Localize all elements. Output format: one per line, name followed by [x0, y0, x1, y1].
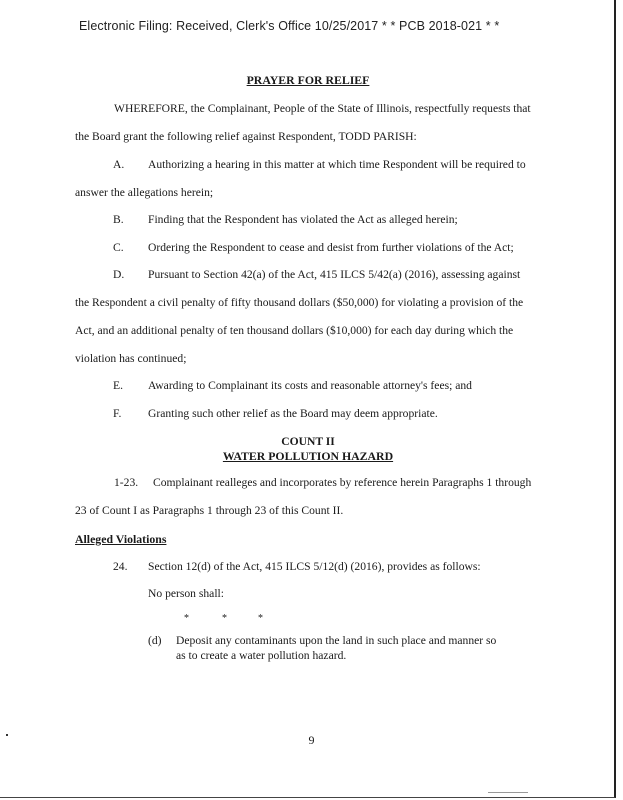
prayer-intro-line1: WHEREFORE, the Complainant, People of the State of Illinois, respectfully requests that: [114, 102, 531, 115]
item-b-letter: B.: [113, 213, 124, 226]
item-e-line1: Awarding to Complainant its costs and reasonable attorney's fees; and: [148, 379, 472, 392]
item-f-letter: F.: [113, 407, 122, 420]
count-para-line1: Complainant realleges and incorporates by reference herein Paragraphs 1 through: [153, 476, 532, 489]
prayer-heading: PRAYER FOR RELIEF: [246, 73, 370, 87]
item-c-letter: C.: [113, 241, 124, 254]
item-a-line2: answer the allegations herein;: [75, 186, 214, 199]
ellipsis-star-1: *: [184, 613, 189, 624]
item-d-letter: D.: [113, 268, 125, 281]
quote-line2: as to create a water pollution hazard.: [176, 649, 347, 662]
prayer-intro-line2: the Board grant the following relief against Respondent, TODD PARISH:: [75, 130, 417, 143]
item-a-letter: A.: [113, 158, 125, 171]
quote-line1: Deposit any contaminants upon the land in such place and manner so: [176, 634, 497, 647]
count-para-number: 1-23.: [114, 476, 139, 489]
item-d-line4: violation has continued;: [75, 352, 187, 365]
filing-stamp: Electronic Filing: Received, Clerk's Office 10/25/2017 * * PCB 2018-021 * *: [79, 19, 500, 33]
item-d-line1: Pursuant to Section 42(a) of the Act, 415 ILCS 5/42(a) (2016), assessing against: [148, 268, 521, 281]
item-d-line3: Act, and an additional penalty of ten thousand dollars ($10,000) for each day during which the: [75, 324, 514, 337]
alleged-para-text: Section 12(d) of the Act, 415 ILCS 5/12(d) (2016), provides as follows:: [148, 560, 481, 573]
count-para-line2: 23 of Count I as Paragraphs 1 through 23 of this Count II.: [75, 504, 344, 517]
item-b-line1: Finding that the Respondent has violated the Act as alleged herein;: [148, 213, 458, 226]
quote-intro: No person shall:: [148, 587, 224, 600]
item-f-line1: Granting such other relief as the Board may deem appropriate.: [148, 407, 438, 420]
ellipsis-star-3: *: [258, 613, 263, 624]
item-d-line2: the Respondent a civil penalty of fifty thousand dollars ($50,000) for violating a provision of the: [75, 296, 524, 309]
item-c-line1: Ordering the Respondent to cease and desist from further violations of the Act;: [148, 241, 514, 254]
count-subtitle: WATER POLLUTION HAZARD: [222, 449, 394, 463]
count-title: COUNT II: [281, 435, 335, 448]
alleged-heading: Alleged Violations: [75, 532, 167, 546]
item-e-letter: E.: [113, 379, 123, 392]
scan-speck: [6, 734, 8, 736]
ellipsis-star-2: *: [222, 613, 227, 624]
item-a-line1: Authorizing a hearing in this matter at which time Respondent will be required to: [148, 158, 526, 171]
quote-label: (d): [148, 634, 162, 647]
page-number: 9: [308, 733, 315, 747]
alleged-para-number: 24.: [113, 560, 128, 573]
scan-speck: [488, 792, 528, 793]
